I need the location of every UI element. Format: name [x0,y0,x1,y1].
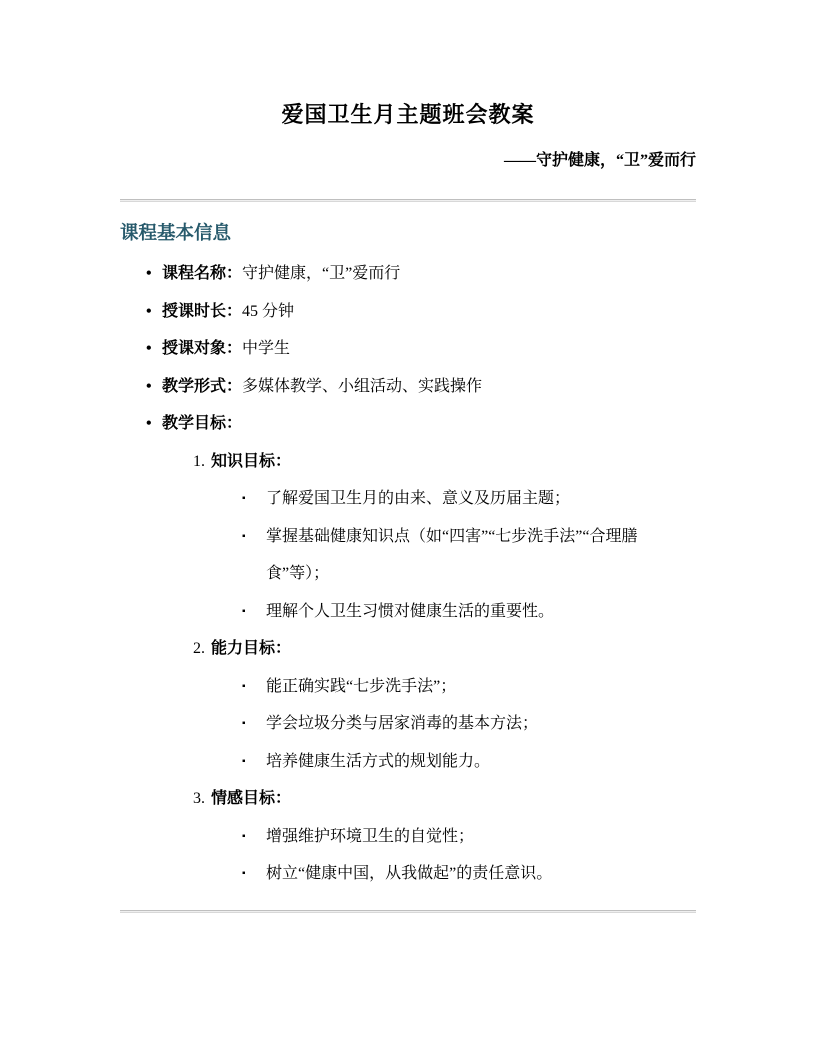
info-item-teaching-format [120,368,696,406]
goal-sub-text: 能正确实践“七步洗手法”； [266,677,457,695]
goal-sub-text: 了解爱国卫生月的由来、意义及历届主题； [266,490,571,507]
goal-sub-item [211,743,696,781]
info-item-duration [120,293,696,331]
goal-item-knowledge [162,443,696,631]
bullet-square-icon: ▪ [242,530,246,542]
goal-sub-text: 增强维护环境卫生的自觉性； [266,827,475,845]
info-label: 教学目标： [162,415,243,432]
goal-sub-list [211,818,696,893]
info-label: 课程名称： [162,265,243,282]
bullet-square-icon: ▪ [242,680,246,692]
info-item-objectives [120,405,696,893]
goal-sub-item [211,705,696,743]
bullet-square-icon: ▪ [242,868,246,879]
goal-sub-text: 学会垃圾分类与居家消毒的基本方法； [266,715,539,732]
document-title: 爱国卫生月主题班会教案 [281,102,535,127]
bullet-square-icon: ▪ [242,755,246,767]
objectives-list [162,443,696,893]
bullet-dot-icon: • [146,302,152,320]
goal-item-emotion [162,780,696,893]
goal-sub-text: 树立“健康中国，从我做起”的责任意识。 [266,865,553,882]
goal-sub-list [211,668,696,781]
info-label: 授课时长： [162,302,243,320]
goal-sub-text: 掌握基础健康知识点（如“四害”“七步洗手法”“合理膳食”等）； [266,527,638,582]
course-info-list [120,255,696,893]
bottom-divider [120,910,696,913]
goal-number: 1. [193,452,205,470]
bullet-dot-icon: • [146,265,152,282]
goal-sub-text: 理解个人卫生习惯对健康生活的重要性。 [266,602,555,620]
section-heading: 课程基本信息 [120,224,232,244]
info-value: 多媒体教学、小组活动、实践操作 [242,377,483,395]
goal-item-ability [162,630,696,780]
goal-label: 知识目标： [211,452,292,470]
bullet-dot-icon: • [146,415,152,432]
goal-sub-item [211,668,696,706]
goal-sub-item [211,818,696,856]
goal-number: 3. [193,790,205,807]
info-value: 中学生 [242,340,291,357]
bullet-dot-icon: • [146,377,152,395]
goal-label: 能力目标： [211,640,292,657]
bullet-dot-icon: • [146,340,152,357]
goal-number: 2. [193,640,205,657]
goal-sub-item [211,855,696,893]
goal-sub-list [211,480,696,630]
bullet-square-icon: ▪ [242,718,246,729]
goal-sub-item [211,480,696,518]
info-item-audience [120,330,696,368]
info-item-course-name [120,255,696,293]
goal-sub-text: 培养健康生活方式的规划能力。 [266,752,491,770]
goal-sub-item [211,593,696,631]
info-label: 教学形式： [162,377,243,395]
info-label: 授课对象： [162,340,243,357]
goal-sub-item [211,518,696,593]
top-divider [120,199,696,202]
info-value: 守护健康，“卫”爱而行 [242,265,401,282]
goal-label: 情感目标： [211,790,292,807]
document-subtitle: ——守护健康，“卫”爱而行 [503,152,696,169]
bullet-square-icon: ▪ [242,493,246,504]
bullet-square-icon: ▪ [242,605,246,617]
info-value: 45 分钟 [242,302,295,320]
bullet-square-icon: ▪ [242,830,246,842]
